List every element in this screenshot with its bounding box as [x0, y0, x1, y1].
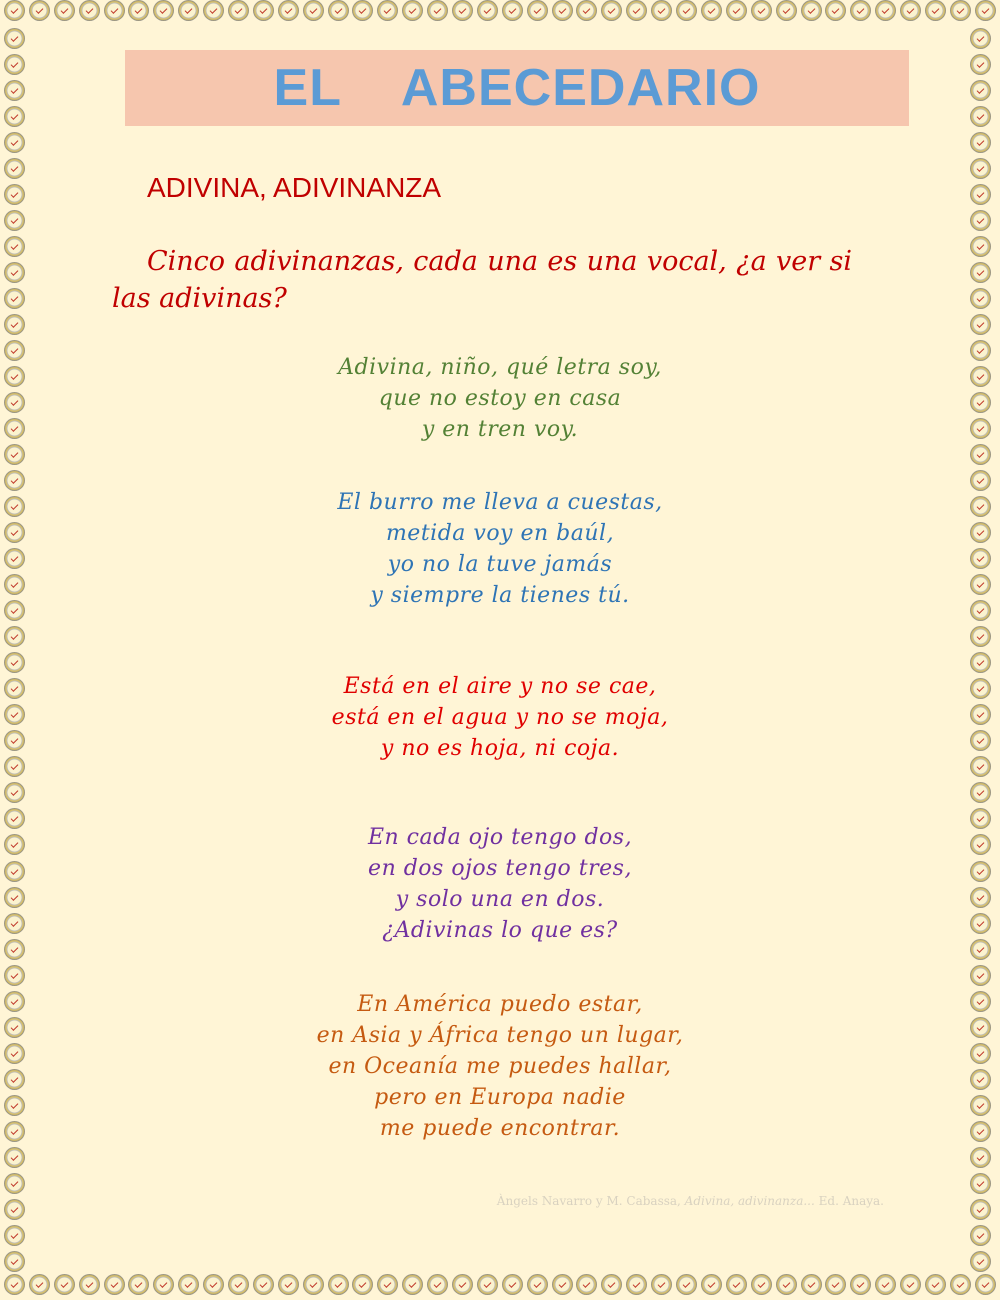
- clock-icon: [178, 1274, 199, 1295]
- clock-icon: [970, 314, 991, 335]
- clock-icon: [576, 0, 597, 21]
- clock-icon: [970, 444, 991, 465]
- clock-icon: [970, 28, 991, 49]
- clock-icon: [253, 0, 274, 21]
- clock-icon: [970, 1225, 991, 1246]
- clock-icon: [701, 0, 722, 21]
- clock-icon: [253, 1274, 274, 1295]
- riddle-line: Adivina, niño, qué letra soy,: [338, 355, 662, 380]
- riddle-4: [0, 822, 1000, 946]
- clock-icon: [278, 1274, 299, 1295]
- clock-icon: [328, 0, 349, 21]
- riddle-3: [0, 671, 1000, 764]
- clock-icon: [950, 1274, 971, 1295]
- clock-icon: [4, 626, 25, 647]
- clock-icon: [328, 1274, 349, 1295]
- credit-book: Adivina, adivinanza...: [684, 1194, 815, 1208]
- clock-icon: [4, 54, 25, 75]
- clock-icon: [104, 0, 125, 21]
- page-title: EL ABECEDARIO: [273, 59, 761, 117]
- clock-icon: [104, 1274, 125, 1295]
- clock-icon: [825, 1274, 846, 1295]
- clock-icon: [970, 184, 991, 205]
- clock-icon: [825, 0, 846, 21]
- clock-icon: [4, 314, 25, 335]
- clock-icon: [4, 782, 25, 803]
- clock-icon: [875, 0, 896, 21]
- clock-icon: [4, 158, 25, 179]
- clock-icon: [776, 0, 797, 21]
- clock-icon: [970, 80, 991, 101]
- clock-icon: [970, 210, 991, 231]
- clock-icon: [54, 1274, 75, 1295]
- clock-icon: [402, 0, 423, 21]
- clock-icon: [452, 1274, 473, 1295]
- clock-icon: [970, 965, 991, 986]
- riddle-line: me puede encontrar.: [379, 1116, 621, 1141]
- clock-icon: [477, 1274, 498, 1295]
- clock-icon: [128, 1274, 149, 1295]
- clock-icon: [4, 210, 25, 231]
- clock-icon: [970, 158, 991, 179]
- clock-icon: [502, 1274, 523, 1295]
- clock-icon: [4, 1173, 25, 1194]
- riddle-5: [0, 989, 1000, 1144]
- clock-icon: [552, 0, 573, 21]
- page-border-bottom: [0, 1274, 1000, 1300]
- clock-icon: [900, 1274, 921, 1295]
- riddle-line: en Asia y África tengo un lugar,: [316, 1023, 684, 1048]
- clock-icon: [751, 1274, 772, 1295]
- clock-icon: [29, 0, 50, 21]
- riddle-line: Está en el aire y no se cae,: [343, 674, 657, 699]
- riddle-line: en Oceanía me puedes hallar,: [328, 1054, 672, 1079]
- clock-icon: [875, 1274, 896, 1295]
- clock-icon: [153, 1274, 174, 1295]
- clock-icon: [970, 782, 991, 803]
- riddle-line: ¿Adivinas lo que es?: [382, 918, 618, 943]
- clock-icon: [950, 0, 971, 21]
- clock-icon: [303, 1274, 324, 1295]
- clock-icon: [970, 626, 991, 647]
- clock-icon: [925, 1274, 946, 1295]
- clock-icon: [352, 1274, 373, 1295]
- clock-icon: [502, 0, 523, 21]
- clock-icon: [4, 80, 25, 101]
- clock-icon: [970, 288, 991, 309]
- clock-icon: [676, 0, 697, 21]
- clock-icon: [79, 0, 100, 21]
- clock-icon: [527, 0, 548, 21]
- riddle-line: En América puedo estar,: [357, 992, 643, 1017]
- clock-icon: [651, 1274, 672, 1295]
- clock-icon: [4, 1251, 25, 1272]
- clock-icon: [427, 1274, 448, 1295]
- clock-icon: [228, 0, 249, 21]
- clock-icon: [975, 0, 996, 21]
- clock-icon: [4, 132, 25, 153]
- riddle-line: pero en Europa nadie: [374, 1085, 626, 1110]
- clock-icon: [4, 106, 25, 127]
- clock-icon: [552, 1274, 573, 1295]
- clock-icon: [4, 288, 25, 309]
- clock-icon: [203, 0, 224, 21]
- clock-icon: [970, 1147, 991, 1168]
- clock-icon: [4, 262, 25, 283]
- clock-icon: [178, 0, 199, 21]
- clock-icon: [4, 444, 25, 465]
- clock-icon: [970, 54, 991, 75]
- clock-icon: [970, 1199, 991, 1220]
- riddle-line: y no es hoja, ni coja.: [380, 736, 620, 761]
- riddle-2: [0, 487, 1000, 611]
- riddle-line: metida voy en baúl,: [385, 521, 615, 546]
- clock-icon: [975, 1274, 996, 1295]
- clock-icon: [726, 1274, 747, 1295]
- clock-icon: [970, 262, 991, 283]
- clock-icon: [801, 0, 822, 21]
- clock-icon: [477, 0, 498, 21]
- riddle-line: y en tren voy.: [421, 417, 579, 442]
- clock-icon: [4, 236, 25, 257]
- clock-icon: [153, 0, 174, 21]
- clock-icon: [970, 106, 991, 127]
- clock-icon: [801, 1274, 822, 1295]
- clock-icon: [900, 0, 921, 21]
- clock-icon: [970, 236, 991, 257]
- clock-icon: [726, 0, 747, 21]
- riddle-line: El burro me lleva a cuestas,: [337, 490, 663, 515]
- clock-icon: [850, 0, 871, 21]
- clock-icon: [527, 1274, 548, 1295]
- clock-icon: [203, 1274, 224, 1295]
- clock-icon: [4, 1147, 25, 1168]
- page-border-top: [0, 0, 1000, 26]
- clock-icon: [4, 28, 25, 49]
- riddle-line: está en el agua y no se moja,: [331, 705, 669, 730]
- clock-icon: [626, 1274, 647, 1295]
- intro-paragraph: Cinco adivinanzas, cada una es una vocal, ¿a ver si las adivinas?: [112, 246, 852, 314]
- title-banner: [125, 50, 909, 126]
- clock-icon: [4, 1199, 25, 1220]
- clock-icon: [4, 184, 25, 205]
- clock-icon: [701, 1274, 722, 1295]
- clock-icon: [4, 1274, 25, 1295]
- clock-icon: [427, 0, 448, 21]
- clock-icon: [402, 1274, 423, 1295]
- clock-icon: [970, 132, 991, 153]
- clock-icon: [303, 0, 324, 21]
- clock-icon: [970, 1173, 991, 1194]
- clock-icon: [452, 0, 473, 21]
- clock-icon: [228, 1274, 249, 1295]
- clock-icon: [925, 0, 946, 21]
- clock-icon: [970, 1251, 991, 1272]
- riddle-line: En cada ojo tengo dos,: [367, 825, 633, 850]
- riddle-1: [0, 352, 1000, 445]
- riddle-line: yo no la tuve jamás: [387, 552, 613, 577]
- riddle-line: en dos ojos tengo tres,: [368, 856, 632, 881]
- clock-icon: [352, 0, 373, 21]
- clock-icon: [651, 0, 672, 21]
- clock-icon: [377, 1274, 398, 1295]
- clock-icon: [4, 0, 25, 21]
- clock-icon: [751, 0, 772, 21]
- clock-icon: [626, 0, 647, 21]
- riddle-line: que no estoy en casa: [378, 386, 622, 411]
- riddle-line: y solo una en dos.: [395, 887, 605, 912]
- clock-icon: [128, 0, 149, 21]
- clock-icon: [278, 0, 299, 21]
- clock-icon: [850, 1274, 871, 1295]
- source-credit: [497, 1194, 884, 1208]
- riddle-line: y siempre la tienes tú.: [370, 583, 630, 608]
- clock-icon: [576, 1274, 597, 1295]
- clock-icon: [601, 0, 622, 21]
- clock-icon: [54, 0, 75, 21]
- clock-icon: [776, 1274, 797, 1295]
- clock-icon: [29, 1274, 50, 1295]
- credit-publisher: Ed. Anaya.: [814, 1194, 884, 1208]
- clock-icon: [377, 0, 398, 21]
- clock-icon: [676, 1274, 697, 1295]
- clock-icon: [4, 1225, 25, 1246]
- clock-icon: [79, 1274, 100, 1295]
- credit-authors: Àngels Navarro y M. Cabassa,: [496, 1194, 685, 1208]
- clock-icon: [4, 965, 25, 986]
- section-heading: ADIVINA, ADIVINANZA: [147, 172, 442, 203]
- clock-icon: [601, 1274, 622, 1295]
